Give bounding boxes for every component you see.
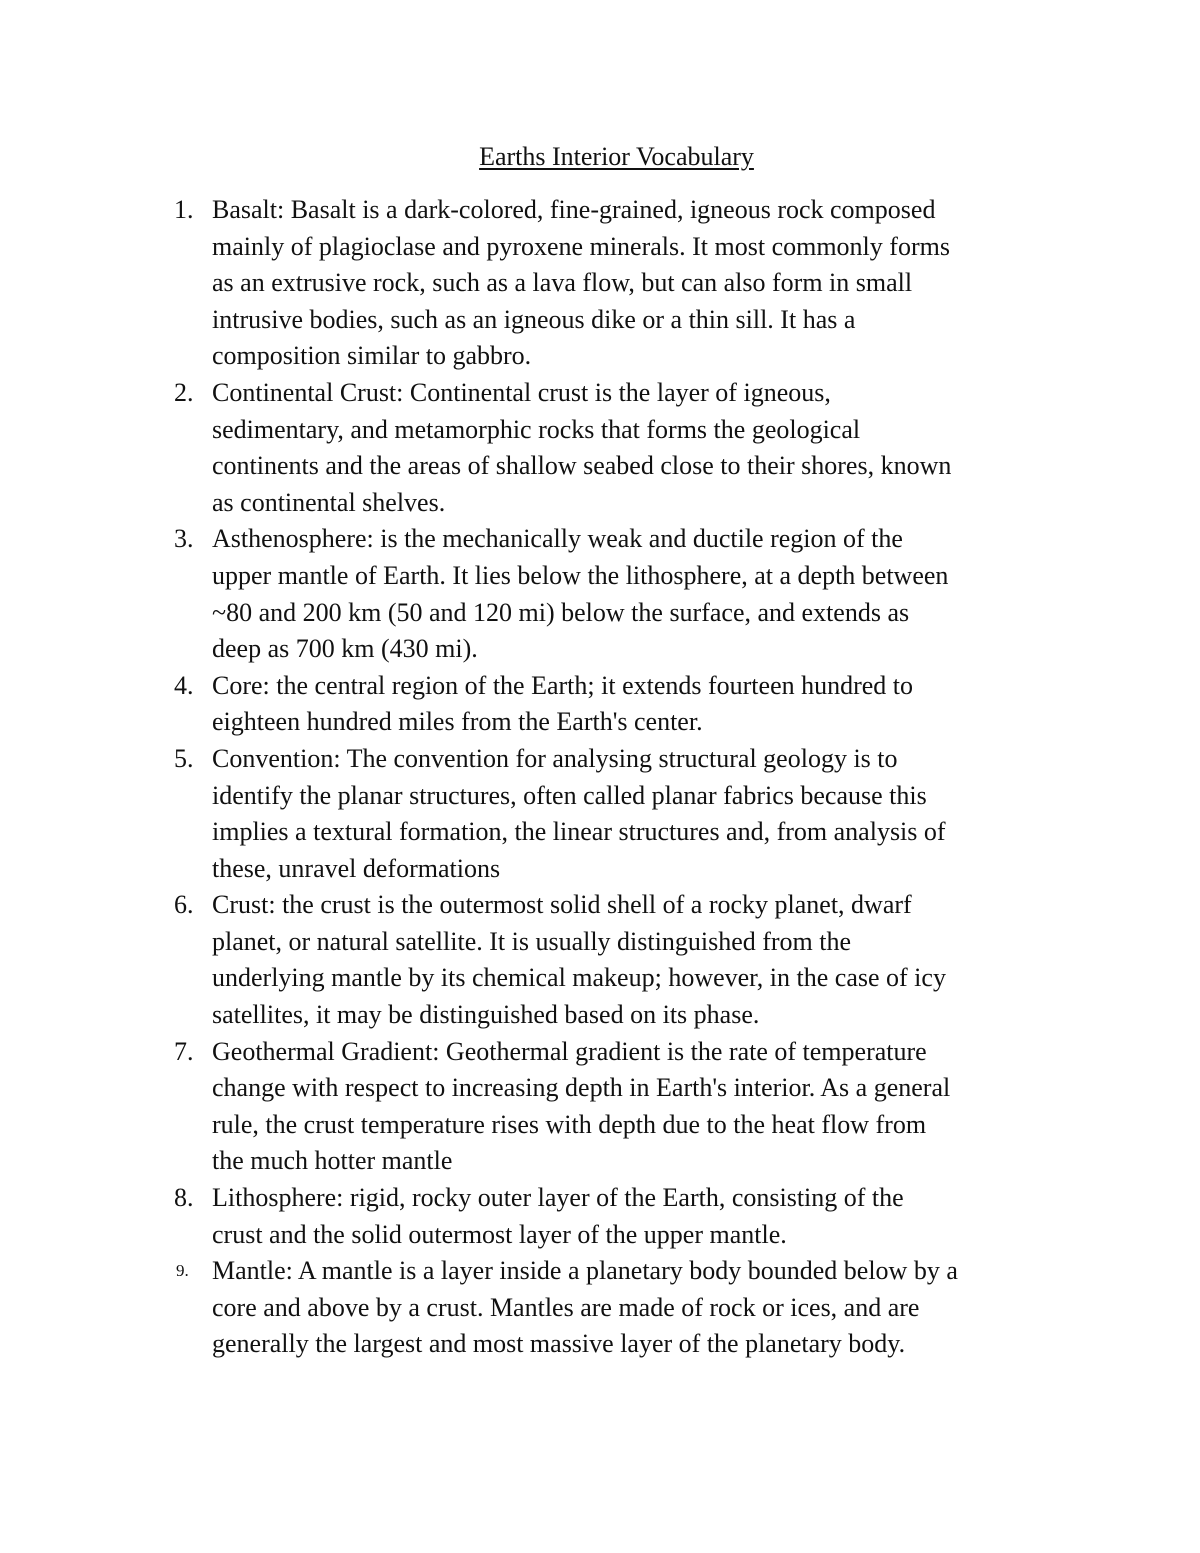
item-number: 9.	[176, 1261, 189, 1281]
item-text-line: mainly of plagioclase and pyroxene minerals. It most commonly forms	[212, 231, 950, 261]
vocabulary-item	[0, 887, 1200, 1033]
vocabulary-item	[0, 1034, 1200, 1180]
item-text-line: change with respect to increasing depth in Earth's interior. As a general	[212, 1073, 951, 1103]
item-text-line: deep as 700 km (430 mi).	[212, 634, 478, 664]
item-text-line: implies a textural formation, the linear structures and, from analysis of	[212, 817, 946, 847]
item-text-line: Core: the central region of the Earth; it extends fourteen hundred to	[212, 670, 914, 700]
item-text-line: Continental Crust: Continental crust is the layer of igneous,	[212, 377, 831, 407]
item-text-line: as continental shelves.	[212, 487, 446, 517]
item-text-line: ~80 and 200 km (50 and 120 mi) below the surface, and extends as	[212, 597, 910, 627]
item-text-line: crust and the solid outermost layer of the upper mantle.	[212, 1219, 787, 1249]
item-text-line: generally the largest and most massive layer of the planetary body.	[212, 1329, 906, 1359]
item-text-line: Asthenosphere: is the mechanically weak and ductile region of the	[212, 524, 903, 554]
item-text-line: Mantle: A mantle is a layer inside a planetary body bounded below by a	[212, 1256, 958, 1286]
item-number: 6.	[174, 890, 194, 920]
item-text-line: eighteen hundred miles from the Earth's center.	[212, 707, 703, 737]
document-title: Earths Interior Vocabulary	[479, 142, 754, 171]
item-number: 2.	[174, 377, 194, 407]
item-text-line: identify the planar structures, often called planar fabrics because this	[212, 780, 927, 810]
item-text-line: rule, the crust temperature rises with depth due to the heat flow from	[212, 1109, 927, 1139]
item-number: 1.	[174, 195, 194, 224]
item-number: 4.	[174, 670, 194, 700]
item-number: 7.	[174, 1036, 194, 1066]
item-text-line: core and above by a crust. Mantles are made of rock or ices, and are	[212, 1292, 920, 1322]
item-text-line: composition similar to gabbro.	[212, 341, 532, 371]
item-text-line: underlying mantle by its chemical makeup; however, in the case of icy	[212, 963, 946, 993]
vocabulary-item	[0, 741, 1200, 887]
vocabulary-item	[0, 1253, 1200, 1363]
item-text-line: planet, or natural satellite. It is usually distinguished from the	[212, 926, 852, 956]
item-text-line: Geothermal Gradient: Geothermal gradient is the rate of temperature	[212, 1036, 927, 1066]
vocabulary-item	[0, 668, 1200, 741]
item-number: 5.	[174, 743, 194, 773]
item-text-line: satellites, it may be distinguished based on its phase.	[212, 1000, 760, 1030]
item-text-line: the much hotter mantle	[212, 1146, 453, 1176]
item-text-line: as an extrusive rock, such as a lava flow, but can also form in small	[212, 268, 913, 298]
item-text-line: these, unravel deformations	[212, 853, 501, 883]
item-text-line: Lithosphere: rigid, rocky outer layer of the Earth, consisting of the	[212, 1183, 904, 1213]
vocabulary-list	[0, 192, 1200, 1363]
item-number: 3.	[174, 524, 194, 554]
item-text-line: continents and the areas of shallow seabed close to their shores, known	[212, 451, 952, 481]
item-text-line: Basalt: Basalt is a dark-colored, fine-grained, igneous rock composed	[212, 195, 936, 224]
item-text-line: upper mantle of Earth. It lies below the lithosphere, at a depth between	[212, 560, 949, 590]
vocabulary-item	[0, 192, 1200, 375]
vocabulary-item	[0, 521, 1200, 667]
item-text-line: intrusive bodies, such as an igneous dike or a thin sill. It has a	[212, 304, 856, 334]
item-number: 8.	[174, 1183, 194, 1213]
vocabulary-item	[0, 1180, 1200, 1253]
item-text-line: Crust: the crust is the outermost solid shell of a rocky planet, dwarf	[212, 890, 912, 920]
vocabulary-item	[0, 375, 1200, 521]
item-text-line: sedimentary, and metamorphic rocks that forms the geological	[212, 414, 861, 444]
item-text-line: Convention: The convention for analysing structural geology is to	[212, 743, 898, 773]
